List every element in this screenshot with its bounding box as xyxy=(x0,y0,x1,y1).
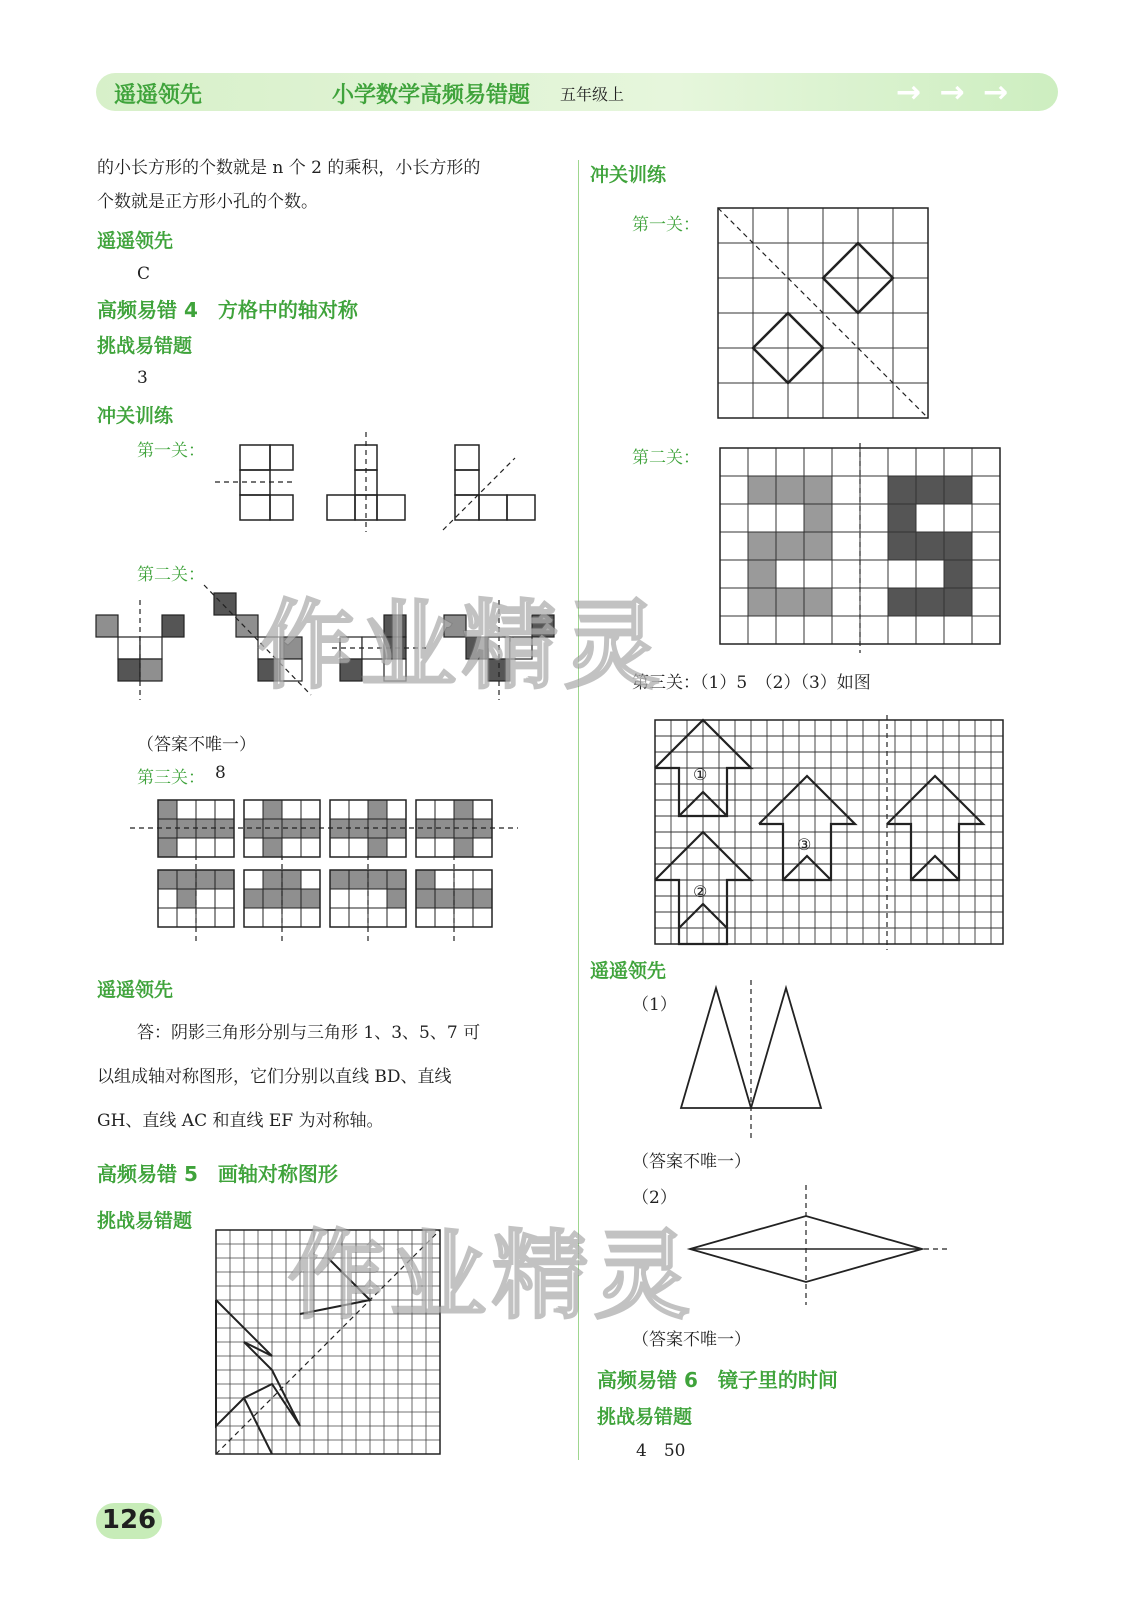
page-number: 126 xyxy=(101,1505,157,1535)
level3-label-left: 第三关： xyxy=(137,768,205,788)
intro-line-2: 个数就是正方形小孔的个数。 xyxy=(97,192,318,212)
header-brand: 遥遥领先 xyxy=(114,83,203,108)
error4-heading: 高频易错 4 方格中的轴对称 xyxy=(97,298,358,322)
error5-heading: 高频易错 5 画轴对称图形 xyxy=(97,1162,338,1186)
circle-label-3: ③ xyxy=(797,835,812,854)
q2-rhombus xyxy=(690,1185,950,1305)
level1-label-right: 第一关： xyxy=(632,215,700,235)
challenge-heading-1: 挑战易错题 xyxy=(97,335,193,357)
q1-triangles xyxy=(680,980,830,1140)
intro-line-1: 的小长方形的个数就是 n 个 2 的乘积，小长方形的 xyxy=(97,158,481,178)
level3-figures-left xyxy=(130,800,520,970)
level2-label-right: 第二关： xyxy=(632,448,700,468)
header-bar xyxy=(96,73,1058,111)
watermark-bottom: 作业精灵 xyxy=(288,1220,696,1332)
challenge-answer-1: 3 xyxy=(137,368,148,388)
circle-label-1: ① xyxy=(693,765,708,784)
level3-grid-right xyxy=(655,720,1005,950)
lead2-line-1: 答：阴影三角形分别与三角形 1、3、5、7 可 xyxy=(137,1023,481,1043)
circle-label-2: ② xyxy=(693,882,708,901)
lead-heading-2: 遥遥领先 xyxy=(97,979,174,1001)
challenge-heading-2: 挑战易错题 xyxy=(97,1210,193,1232)
q1-note: （答案不唯一） xyxy=(632,1152,751,1172)
level3-answer-left: 8 xyxy=(215,763,226,783)
arrow-icon: → → → xyxy=(896,75,1013,110)
error6-heading: 高频易错 6 镜子里的时间 xyxy=(597,1368,838,1392)
level2-note-left: （答案不唯一） xyxy=(137,735,256,755)
header-grade: 五年级上 xyxy=(560,85,625,104)
header-title: 小学数学高频易错题 xyxy=(332,83,531,108)
level2-grid-right xyxy=(720,448,1004,648)
level1-figures-left xyxy=(215,440,555,535)
lead2-line-3: GH、直线 AC 和直线 EF 为对称轴。 xyxy=(97,1111,384,1131)
watermark-top: 作业精灵 xyxy=(258,590,666,702)
lead2-line-2: 以组成轴对称图形，它们分别以直线 BD、直线 xyxy=(97,1067,452,1087)
q2-note: （答案不唯一） xyxy=(632,1330,751,1350)
lead-heading-right: 遥遥领先 xyxy=(590,960,667,982)
challenge-answer-right: 4 50 xyxy=(636,1441,686,1461)
train-heading-left: 冲关训练 xyxy=(97,405,174,427)
q2-label: （2） xyxy=(632,1188,677,1208)
level2-label-left: 第二关： xyxy=(137,565,205,585)
level1-grid-right xyxy=(718,208,930,420)
page-number-badge xyxy=(96,1503,162,1539)
q1-label: （1） xyxy=(632,995,677,1015)
level1-label-left: 第一关： xyxy=(137,441,205,461)
train-heading-right: 冲关训练 xyxy=(590,164,667,186)
lead-answer-1: C xyxy=(137,264,151,284)
lead-heading-1: 遥遥领先 xyxy=(97,230,174,252)
level3-text-right: 第三关：（1）5 （2）（3）如图 xyxy=(632,673,871,693)
challenge-heading-right: 挑战易错题 xyxy=(597,1406,693,1428)
